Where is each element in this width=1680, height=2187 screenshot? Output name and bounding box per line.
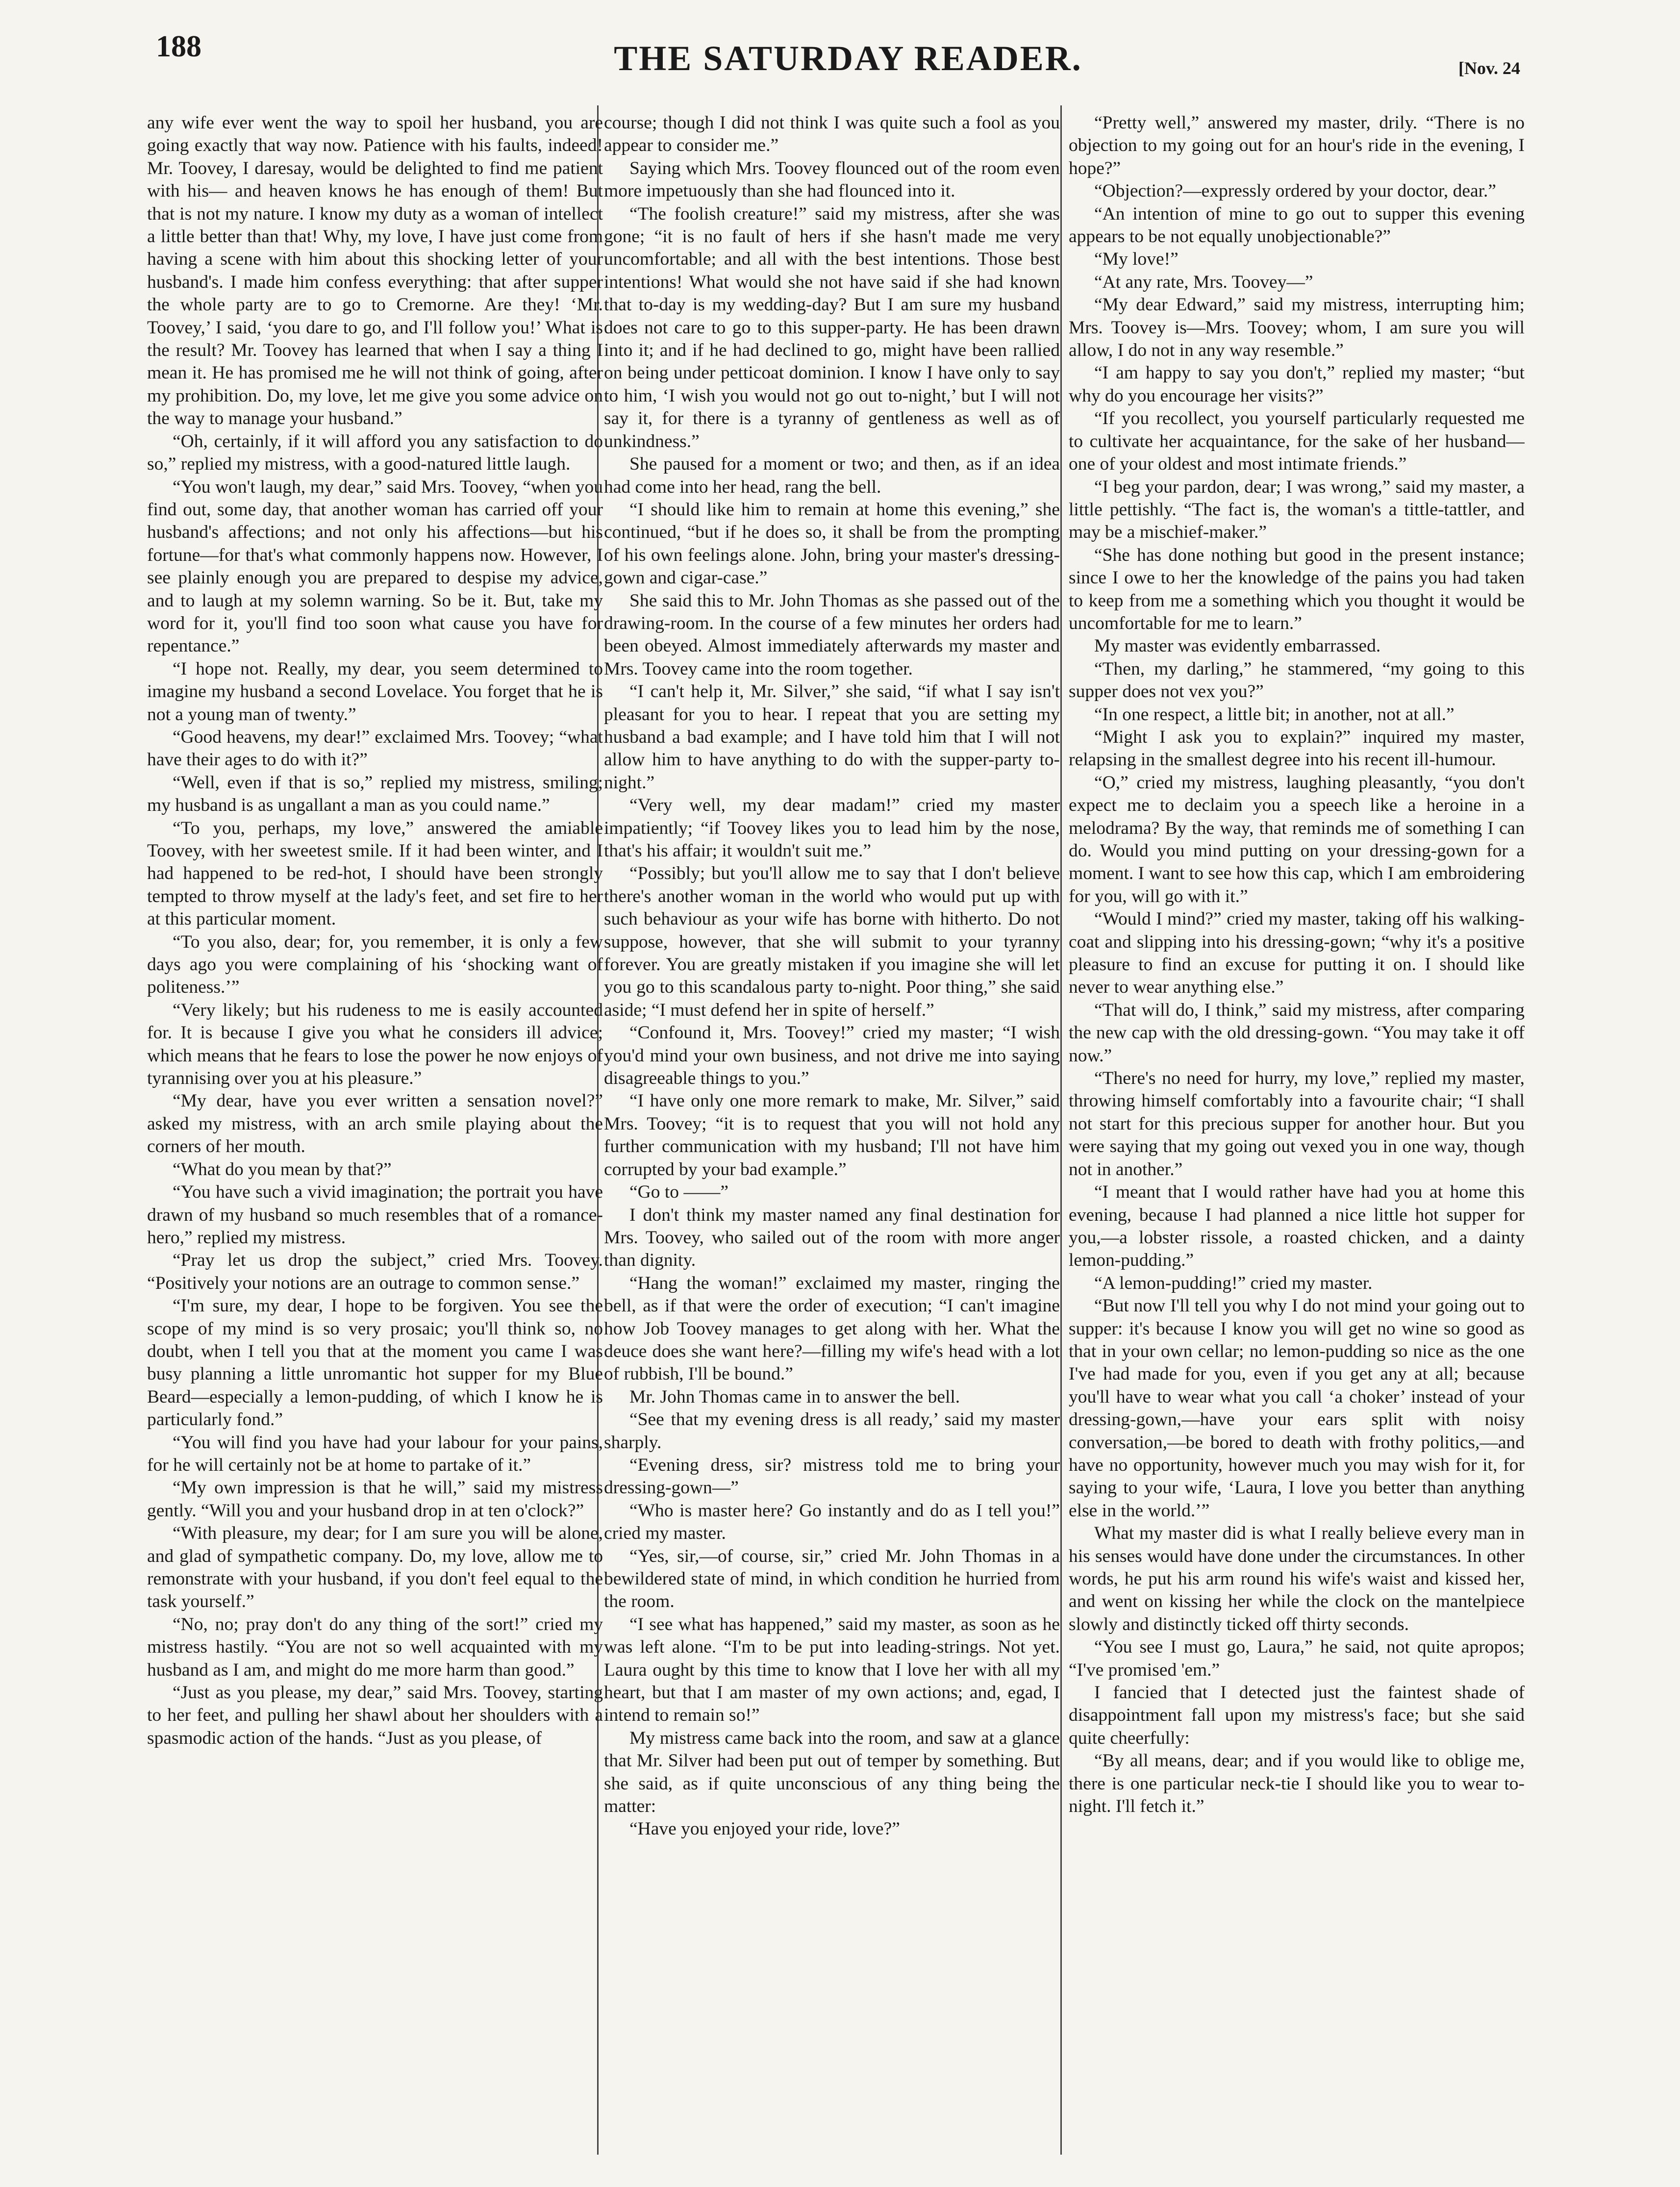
paragraph: I fancied that I detected just the faintest shade of disappointment fall upon my mistress's face; but she said quite cheerfully: bbox=[1069, 1683, 1525, 1748]
paragraph: “There's no need for hurry, my love,” replied my master, throwing himself comfortably into a favourite chair; “I shall not start for this precious supper for another hour. But you were saying that my going out vexed you in one way, though not in another.” bbox=[1069, 1068, 1525, 1180]
paragraph: “But now I'll tell you why I do not mind your going out to supper: it's because I know you will get no wine so good as that in your own cellar; no lemon-pudding so nice as the one I've had made for you, even if you get any at all; because you'll have to wear what you call ‘a choker’ instead of your dressing-gown,—have your ears split with noisy conversation,—be bored to death with frothy politics,—and have no opportunity, however much you may wish for it, for saying to your wife, ‘Laura, I love you better than anything else in the world.’” bbox=[1069, 1296, 1525, 1521]
paragraph: “A lemon-pudding!” cried my master. bbox=[1094, 1273, 1373, 1293]
paragraph: any wife ever went the way to spoil her husband, you are going exactly that way now. Patience with his faults, indeed! Mr. Toovey, I daresay, would be delighted to find me patient with his— and heaven knows he has enough of them! But that is not my nature. I know my duty as a woman of intellect a little better than that! Why, my love, I have just come from having a scene with him about this shocking letter of your husband's. I made him confess everything: that after supper the whole party are to go to Cremorne. Are they! ‘Mr. Toovey,’ I said, ‘you dare to go, and I'll follow you!’ What is the result? Mr. Toovey has learned that when I say a thing I mean it. He has promised me he will not think of going, after my prohibition. Do, my love, let me give you some advice on the way to manage your husband.” bbox=[147, 113, 603, 429]
paragraph: My master was evidently embarrassed. bbox=[1094, 636, 1381, 656]
paragraph: “Have you enjoyed your ride, love?” bbox=[629, 1819, 900, 1839]
paragraph: “I hope not. Really, my dear, you seem determined to imagine my husband a second Lovelace. You forget that he is not a young man of twenty.” bbox=[147, 658, 603, 725]
paragraph: “My love!” bbox=[1094, 249, 1179, 270]
paragraph: “Might I ask you to explain?” inquired my master, relapsing in the smallest degree into his recent ill-humour. bbox=[1069, 727, 1525, 770]
paragraph: “Good heavens, my dear!” exclaimed Mrs. Toovey; “what have their ages to do with it?” bbox=[147, 727, 603, 770]
paragraph: “Very well, my dear madam!” cried my master impatiently; “if Toovey likes you to lead him by the nose, that's his affair; it wouldn't suit me.” bbox=[604, 795, 1060, 861]
paragraph: She said this to Mr. John Thomas as she passed out of the drawing-room. In the course of a few minutes her orders had been obeyed. Almost immediately afterwards my master and Mrs. Toovey came into the room together. bbox=[604, 590, 1060, 679]
paragraph: “With pleasure, my dear; for I am sure you will be alone, and glad of sympathetic company. Do, my love, allow me to remonstrate with your husband, if you don't feel equal to the task yourself.” bbox=[147, 1523, 603, 1612]
paragraph: “What do you mean by that?” bbox=[173, 1159, 392, 1180]
paragraph: “Go to ——” bbox=[629, 1182, 729, 1203]
paragraph: I don't think my master named any final destination for Mrs. Toovey, who sailed out of the room with more anger than dignity. bbox=[604, 1205, 1060, 1271]
paragraph: “Evening dress, sir? mistress told me to bring your dressing-gown—” bbox=[604, 1455, 1060, 1498]
paragraph: “I can't help it, Mr. Silver,” she said, “if what I say isn't pleasant for you to hear. I repeat that you are setting my husband a bad example; and I have told him that I will not allow him to have anything to do with the supper-party to-night.” bbox=[604, 681, 1060, 793]
paragraph: Mr. John Thomas came in to answer the bell. bbox=[629, 1386, 960, 1407]
paragraph: My mistress came back into the room, and saw at a glance that Mr. Silver had been put out of temper by something. But she said, as if quite unconscious of any thing being the matter: bbox=[604, 1728, 1060, 1817]
paragraph: “I beg your pardon, dear; I was wrong,” said my master, a little pettishly. “The fact is, the woman's a tittle-tattler, and may be a mischief-maker.” bbox=[1069, 477, 1525, 543]
paragraph: “No, no; pray don't do any thing of the sort!” cried my mistress hastily. “You are not so well acquainted with my husband as I am, and might do me more harm than good.” bbox=[147, 1614, 603, 1680]
paragraph: “You won't laugh, my dear,” said Mrs. Toovey, “when you find out, some day, that another woman has carried off your husband's affections; and not only his affections—but his fortune—for that's what commonly happens now. However, I see plainly enough you are prepared to despise my advice, and to laugh at my solemn warning. So be it. But, take my word for it, you'll find too soon what cause you have for repentance.” bbox=[147, 477, 603, 656]
paragraph: “An intention of mine to go out to supper this evening appears to be not equally unobjectionable?” bbox=[1069, 203, 1525, 247]
paragraph: “Hang the woman!” exclaimed my master, ringing the bell, as if that were the order of execution; “I can't imagine how Job Toovey manages to get along with her. What the deuce does she want here?—filling my wife's head with a lot of rubbish, I'll be bound.” bbox=[604, 1273, 1060, 1384]
paragraph: “Oh, certainly, if it will afford you any satisfaction to do so,” replied my mistress, with a good-natured little laugh. bbox=[147, 431, 603, 475]
paragraph: “The foolish creature!” said my mistress, after she was gone; “it is no fault of hers if she hasn't made me very uncomfortable; and all with the best intentions. Those best intentions! What would she not have said if she had known that to-day is my wedding-day? But I am sure my husband does not care to go to this supper-party. He has been drawn into it; and if he had declined to go, might have been rallied on being under petticoat dominion. I know I have only to say to him, ‘I wish you would not go out to-night,’ but I will not say it, for there is a tyranny of gentleness as well as of unkindness.” bbox=[604, 203, 1060, 452]
paragraph: “She has done nothing but good in the present instance; since I owe to her the knowledge of the pains you had taken to keep from me a something which you thought it would be uncomfortable for me to learn.” bbox=[1069, 545, 1525, 633]
paragraph: “Just as you please, my dear,” said Mrs. Toovey, starting to her feet, and pulling her shawl about her shoulders with a spasmodic action of the hands. “Just as you please, of bbox=[147, 1683, 603, 1748]
paragraph: “Confound it, Mrs. Toovey!” cried my master; “I wish you'd mind your own business, and not drive me into saying disagreeable things to you.” bbox=[604, 1023, 1060, 1089]
paragraph: “I have only one more remark to make, Mr. Silver,” said Mrs. Toovey; “it is to request that you will not hold any further communication with my husband; I'll not have him corrupted by your bad example.” bbox=[604, 1091, 1060, 1180]
paragraph: “Would I mind?” cried my master, taking off his walking-coat and slipping into his dressing-gown; “why it's a positive pleasure to find an excuse for putting it on. I should like never to wear anything else.” bbox=[1069, 909, 1525, 998]
column-rule-2 bbox=[1060, 105, 1062, 2155]
paragraph: She paused for a moment or two; and then, as if an idea had come into her head, rang the bell. bbox=[604, 454, 1060, 497]
paragraph: “By all means, dear; and if you would like to oblige me, there is one particular neck-tie I should like you to wear to-night. I'll fetch it.” bbox=[1069, 1751, 1525, 1817]
paragraph: “I meant that I would rather have had you at home this evening, because I had planned a nice little hot supper for you,—a lobster rissole, a roasted chicken, and a dainty lemon-pudding.” bbox=[1069, 1182, 1525, 1271]
paragraph: “My dear, have you ever written a sensation novel?” asked my mistress, with an arch smile playing about the corners of her mouth. bbox=[147, 1091, 603, 1157]
paragraph: “That will do, I think,” said my mistress, after comparing the new cap with the old dressing-gown. “You may take it off now.” bbox=[1069, 1000, 1525, 1066]
text-column-left bbox=[147, 112, 603, 2156]
paragraph: “Pray let us drop the subject,” cried Mrs. Toovey. “Positively your notions are an outrage to common sense.” bbox=[147, 1250, 603, 1293]
paragraph: “See that my evening dress is all ready,’ said my master sharply. bbox=[604, 1409, 1060, 1453]
paragraph: “Yes, sir,—of course, sir,” cried Mr. John Thomas in a bewildered state of mind, in which condition he hurried from the room. bbox=[604, 1546, 1060, 1612]
paragraph: “Well, even if that is so,” replied my mistress, smiling; my husband is as ungallant a man as you could name.” bbox=[147, 772, 603, 816]
paragraph: “I am happy to say you don't,” replied my master; “but why do you encourage her visits?” bbox=[1069, 363, 1525, 406]
paragraph: “I see what has happened,” said my master, as soon as he was left alone. “I'm to be put into leading-strings. Not yet. Laura ought by this time to know that I love her with all my heart, but that I am master of my own actions; and, egad, I intend to remain so!” bbox=[604, 1614, 1060, 1726]
paragraph: “I'm sure, my dear, I hope to be forgiven. You see the scope of my mind is so very prosaic; you'll think so, no doubt, when I tell you that at the moment you came I was busy planning a little unromantic hot supper for my Blue Beard—especially a lemon-pudding, of which I know he is particularly fond.” bbox=[147, 1296, 603, 1430]
paragraph: “Who is master here? Go instantly and do as I tell you!” cried my master. bbox=[604, 1500, 1060, 1544]
paragraph: “O,” cried my mistress, laughing pleasantly, “you don't expect me to declaim you a speech like a heroine in a melodrama? By the way, that reminds me of something I can do. Would you mind putting on your dressing-gown for a moment. I want to see how this cap, which I am embroidering for you, will go with it.” bbox=[1069, 772, 1525, 906]
page-number: 188 bbox=[156, 30, 201, 63]
paragraph: “To you also, dear; for, you remember, it is only a few days ago you were complaining of his ‘shocking want of politeness.’” bbox=[147, 931, 603, 998]
paragraph: “You have such a vivid imagination; the portrait you have drawn of my husband so much resembles that of a romance-hero,” replied my mistress. bbox=[147, 1182, 603, 1248]
paragraph: “Objection?—expressly ordered by your doctor, dear.” bbox=[1094, 181, 1497, 201]
paragraph: “I should like him to remain at home this evening,” she continued, “but if he does so, it shall be from the prompting of his own feelings alone. John, bring your master's dressing-gown and cigar-case.” bbox=[604, 499, 1060, 588]
paragraph: “Possibly; but you'll allow me to say that I don't believe there's another woman in the world who would put up with such behaviour as your wife has borne with hitherto. Do not suppose, however, that she will submit to your tyranny forever. You are greatly mistaken if you imagine she will let you go to this scandalous party to-night. Poor thing,” she said aside; “I must defend her in spite of herself.” bbox=[604, 863, 1060, 1020]
issue-date: [Nov. 24 bbox=[1458, 58, 1520, 78]
paragraph: “My dear Edward,” said my mistress, interrupting him; Mrs. Toovey is—Mrs. Toovey; whom, I am sure you will allow, I do not in any way resemble.” bbox=[1069, 295, 1525, 361]
masthead-title: THE SATURDAY READER. bbox=[614, 39, 1082, 78]
paragraph: “Then, my darling,” he stammered, “my going to this supper does not vex you?” bbox=[1069, 658, 1525, 702]
text-column-right bbox=[1069, 112, 1525, 2156]
paragraph: “If you recollect, you yourself particularly requested me to cultivate her acquaintance, for the sake of her husband—one of your oldest and most intimate friends.” bbox=[1069, 408, 1525, 475]
text-column-middle bbox=[604, 112, 1060, 2156]
paragraph: “Pretty well,” answered my master, drily. “There is no objection to my going out for an hour's ride in the evening, I hope?” bbox=[1069, 113, 1525, 178]
paragraph: Saying which Mrs. Toovey flounced out of the room even more impetuously than she had flounced into it. bbox=[604, 158, 1060, 201]
paragraph: “My own impression is that he will,” said my mistress gently. “Will you and your husband drop in at ten o'clock?” bbox=[147, 1478, 603, 1521]
paragraph: course; though I did not think I was quite such a fool as you appear to consider me.” bbox=[604, 113, 1060, 156]
paragraph: “At any rate, Mrs. Toovey—” bbox=[1094, 272, 1313, 292]
paragraph: “You see I must go, Laura,” he said, not quite apropos; “I've promised 'em.” bbox=[1069, 1637, 1525, 1680]
paragraph: What my master did is what I really believe every man in his senses would have done under the circumstances. In other words, he put his arm round his wife's waist and kissed her, and went on kissing her while the clock on the mantelpiece slowly and distinctly ticked off thirty seconds. bbox=[1069, 1523, 1525, 1634]
paragraph: “You will find you have had your labour for your pains, for he will certainly not be at home to partake of it.” bbox=[147, 1432, 603, 1475]
paragraph: “To you, perhaps, my love,” answered the amiable Toovey, with her sweetest smile. If it had been winter, and I had happened to be red-hot, I should have been strongly tempted to throw myself at the lady's feet, and set fire to her at this particular moment. bbox=[147, 818, 603, 930]
paragraph: “Very likely; but his rudeness to me is easily accounted for. It is because I give you what he considers ill advice; which means that he fears to lose the power he now enjoys of tyrannising over you at his pleasure.” bbox=[147, 1000, 603, 1089]
paragraph: “In one respect, a little bit; in another, not at all.” bbox=[1094, 704, 1454, 725]
